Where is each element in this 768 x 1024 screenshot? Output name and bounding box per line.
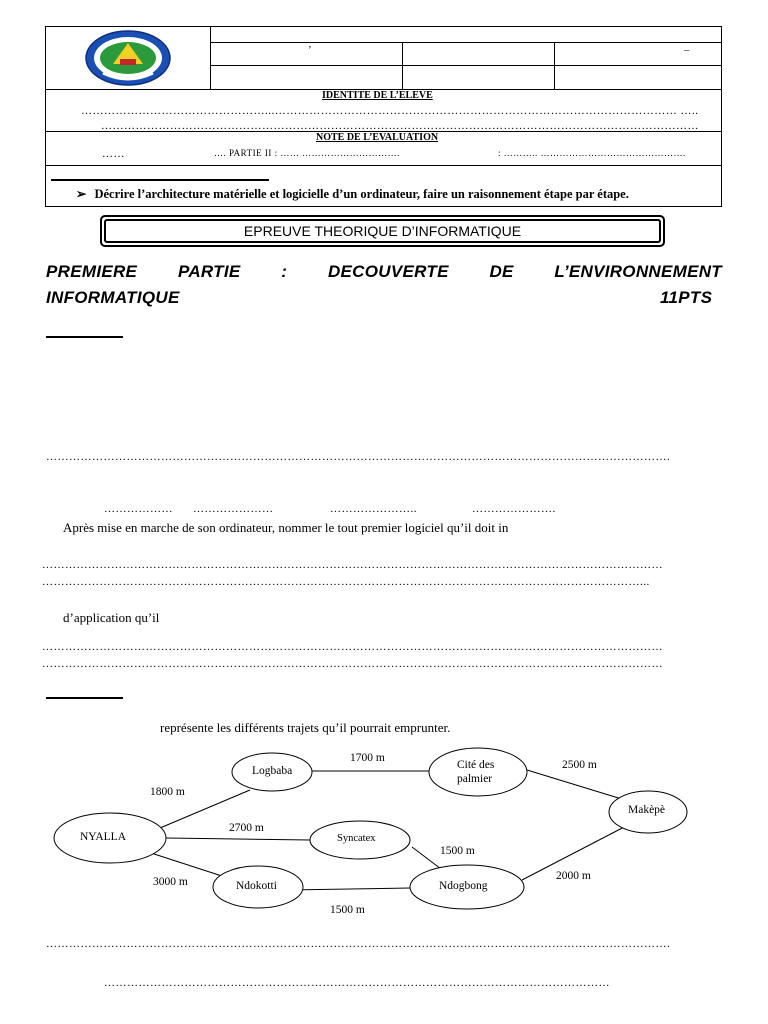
note-title: NOTE DE L’EVALUATION bbox=[316, 132, 439, 143]
part1-word: PREMIERE bbox=[46, 262, 138, 281]
question-3-text: d’application qu’il bbox=[63, 610, 160, 625]
part1-word: DE bbox=[489, 262, 514, 281]
school-logo bbox=[83, 29, 173, 87]
row-line bbox=[46, 165, 722, 166]
answer-blank-2[interactable]: ………………… bbox=[193, 503, 274, 515]
part1-word: PARTIE bbox=[177, 262, 241, 281]
node-label-cite-2: palmier bbox=[457, 773, 493, 785]
answer-blank-1[interactable]: ……………… bbox=[104, 503, 173, 515]
identity-line-2[interactable]: ………………………………………………………………………………………………………………………………………… bbox=[101, 120, 699, 132]
part1-word: : bbox=[281, 262, 288, 281]
question-2-text: Après mise en marche de son ordinateur, nommer le tout premier logiciel qu’il doit in bbox=[63, 520, 509, 535]
part1-word: DECOUVERTE bbox=[327, 262, 449, 281]
section-underline bbox=[46, 336, 123, 338]
edge-label-nyalla-logbaba: 1800 m bbox=[150, 786, 185, 798]
part1-word: L’ENVIRONNEMENT bbox=[554, 262, 722, 281]
objective bbox=[76, 186, 629, 202]
edge-label-nyalla-ndokotti: 3000 m bbox=[153, 876, 188, 888]
answer-line[interactable]: …………………………………………………………………………………………………………………………………………... bbox=[42, 576, 650, 588]
note-field-a[interactable]: …… bbox=[102, 148, 125, 160]
node-label-syncatex: Syncatex bbox=[337, 833, 376, 844]
arrow-bullet-icon: ➢ bbox=[76, 187, 87, 201]
answer-line[interactable]: ………………………………………………………………………………………………………………………………………………. bbox=[46, 938, 671, 950]
node-label-logbaba: Logbaba bbox=[252, 765, 293, 777]
objective-text: Décrire l’architecture matérielle et logicielle d’un ordinateur, faire un raisonnement étape par étape. bbox=[94, 187, 629, 201]
note-field-c[interactable]: : ……….. ………………………………………. bbox=[498, 148, 686, 158]
node-label-makepe: Makèpè bbox=[628, 804, 666, 816]
node-label-nyalla: NYALLA bbox=[80, 831, 126, 843]
edge-nyalla-syncatex bbox=[166, 838, 310, 840]
row-line bbox=[210, 42, 722, 43]
identity-line-1[interactable]: …………………………………………...…………………………………………………………………………………………… ….. bbox=[81, 105, 699, 117]
edge-label-nyalla-syncatex: 2700 m bbox=[229, 822, 264, 834]
node-label-ndokotti: Ndokotti bbox=[236, 880, 277, 892]
edge-label-ndogbong-makepe: 2000 m bbox=[556, 870, 591, 882]
answer-blank-4[interactable]: …………………. bbox=[472, 503, 556, 515]
apostrophe-mark: ’ bbox=[308, 44, 312, 56]
part1-points: 11PTS bbox=[660, 288, 713, 307]
edge-label-ndokotti-ndogbong: 1500 m bbox=[330, 904, 365, 916]
edge-label-cite-makepe: 2500 m bbox=[562, 759, 597, 771]
edge-ndokotti-ndogbong bbox=[288, 888, 410, 890]
edge-label-logbaba-cite: 1700 m bbox=[350, 752, 385, 764]
logo-divider bbox=[210, 27, 211, 89]
answer-line[interactable]: ……………………………………………………………………………………………………………………………………………… bbox=[42, 559, 663, 571]
note-field-partie2[interactable]: …. PARTIE II : …… …………………………. bbox=[214, 148, 400, 158]
dash-mark: – bbox=[684, 44, 690, 56]
edge-nyalla-ndokotti bbox=[148, 852, 228, 878]
answer-line[interactable]: ……………………………………………………………………………………………………………………………………………… bbox=[42, 641, 663, 653]
identity-title: IDENTITE DE L’ELEVE bbox=[322, 90, 433, 101]
node-cite bbox=[429, 748, 527, 796]
col-line bbox=[402, 42, 403, 89]
edge-cite-makepe bbox=[527, 770, 625, 800]
question-4-text: représente les différents trajets qu’il pourrait emprunter. bbox=[160, 720, 451, 735]
header-table bbox=[45, 26, 722, 207]
part1-title-line2-left: INFORMATIQUE bbox=[46, 288, 180, 307]
edge-label-syncatex-ndogbong: 1500 m bbox=[440, 845, 475, 857]
exam-title: EPREUVE THEORIQUE D’INFORMATIQUE bbox=[104, 219, 661, 243]
part1-title-line1 bbox=[46, 262, 722, 282]
node-label-ndogbong: Ndogbong bbox=[439, 880, 488, 892]
section-underline bbox=[46, 697, 123, 699]
objective-underline bbox=[51, 179, 269, 181]
answer-blank-3[interactable]: ………………….. bbox=[330, 503, 417, 515]
answer-line[interactable]: ………………………………………………………………………………………………………………………………………………. bbox=[46, 451, 671, 463]
row-line bbox=[210, 65, 722, 66]
answer-line[interactable]: …………………………………………………………………………………………………………………… bbox=[104, 977, 610, 989]
answer-line[interactable]: ……………………………………………………………………………………………………………………………………………… bbox=[42, 658, 663, 670]
col-line bbox=[554, 42, 555, 89]
node-label-cite-1: Cité des bbox=[457, 759, 495, 771]
